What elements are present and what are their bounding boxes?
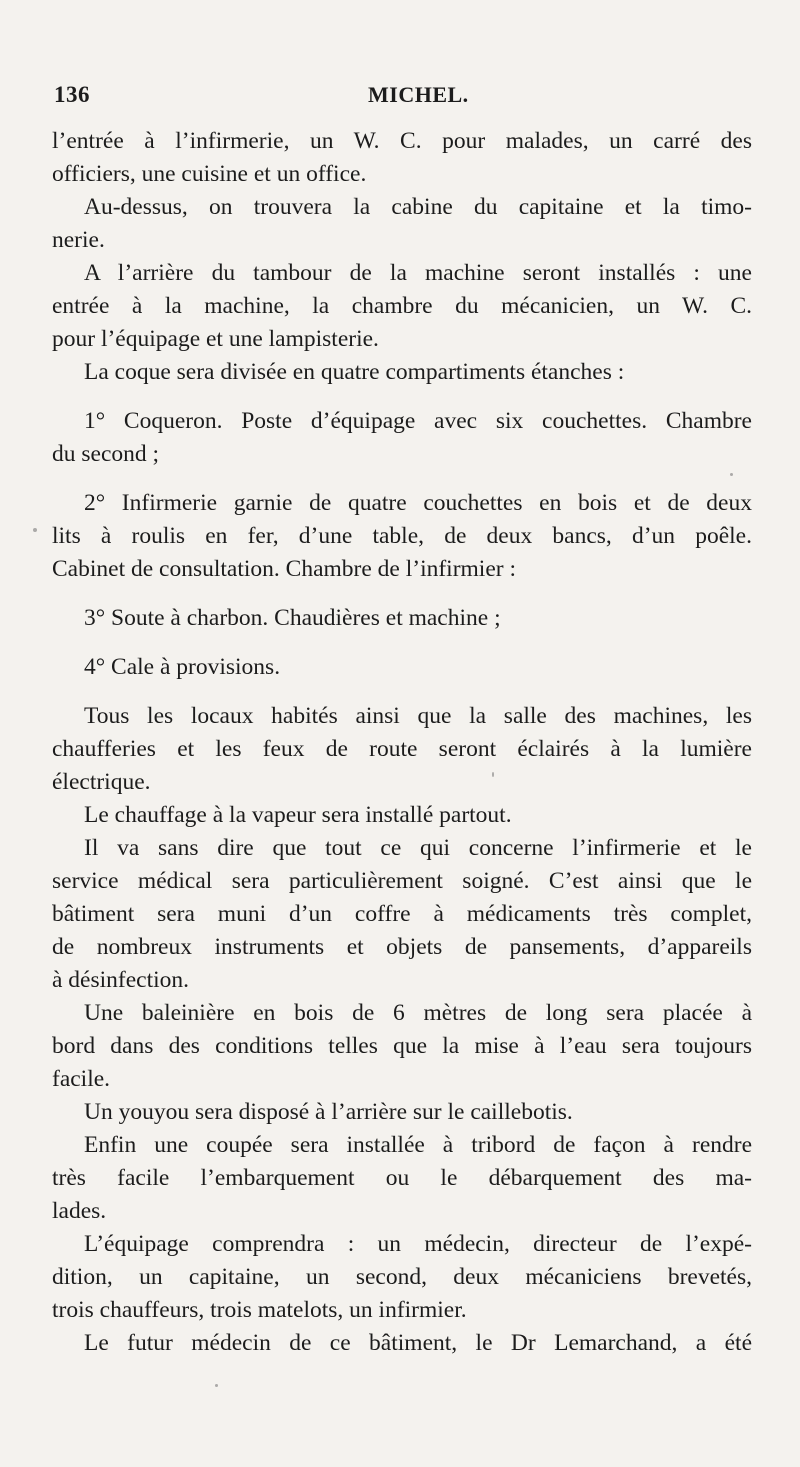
text-line: officiers, une cuisine et un office.	[52, 161, 367, 187]
running-head: MICHEL.	[368, 82, 469, 107]
scan-speck	[215, 1384, 218, 1387]
text-line: chaufferies et les feux de route seront éclairés à la lumière	[52, 736, 752, 762]
text-line: L’équipage comprendra : un médecin, directeur de l’expé-	[84, 1231, 752, 1257]
text-line: nerie.	[52, 227, 105, 253]
text-line: Le futur médecin de ce bâtiment, le Dr Lemarchand, a été	[84, 1330, 752, 1356]
scan-speck	[492, 772, 494, 777]
text-line: à désinfection.	[52, 967, 190, 993]
text-line: l’entrée à l’infirmerie, un W. C. pour malades, un carré des	[52, 128, 752, 154]
paragraph-gap	[52, 389, 752, 405]
text-line: 1° Coqueron. Poste d’équipage avec six couchettes. Chambre	[84, 408, 752, 434]
page-header	[50, 82, 755, 122]
text-line: lades.	[52, 1198, 107, 1224]
page-number: 136	[54, 82, 90, 107]
text-line: 2° Infirmerie garnie de quatre couchettes en bois et de deux	[84, 490, 752, 516]
text-line: bâtiment sera muni d’un coffre à médicaments très complet,	[52, 901, 752, 927]
text-line: du second ;	[52, 441, 160, 467]
text-line: Au-dessus, on trouvera la cabine du capitaine et la timo-	[84, 194, 752, 220]
text-line: lits à roulis en fer, d’une table, de deux bancs, d’un poêle.	[52, 523, 752, 549]
text-line: électrique.	[52, 769, 151, 795]
book-page	[50, 82, 755, 1442]
text-line: 3° Soute à charbon. Chaudières et machine ;	[84, 605, 501, 631]
text-line: entrée à la machine, la chambre du mécanicien, un W. C.	[52, 293, 752, 319]
text-line: La coque sera divisée en quatre compartiments étanches :	[84, 359, 625, 385]
paragraph-gap	[52, 586, 752, 602]
text-line: bord dans des conditions telles que la mise à l’eau sera toujours	[52, 1033, 752, 1059]
text-line: A l’arrière du tambour de la machine seront installés : une	[84, 260, 752, 286]
body-text	[52, 125, 752, 1360]
text-line: 4° Cale à provisions.	[84, 654, 281, 680]
text-line: pour l’équipage et une lampisterie.	[52, 326, 379, 352]
text-line: service médical sera particulièrement soigné. C’est ainsi que le	[52, 868, 752, 894]
text-line: très facile l’embarquement ou le débarquement des ma-	[52, 1165, 752, 1191]
text-line: Cabinet de consultation. Chambre de l’infirmier :	[52, 556, 516, 582]
text-line: Enfin une coupée sera installée à tribord de façon à rendre	[84, 1132, 752, 1158]
paragraph-gap	[52, 471, 752, 487]
paragraph-gap	[52, 684, 752, 700]
text-line: facile.	[52, 1066, 111, 1092]
text-line: Tous les locaux habités ainsi que la salle des machines, les	[84, 703, 752, 729]
text-line: Il va sans dire que tout ce qui concerne l’infirmerie et le	[84, 835, 752, 861]
scan-speck	[730, 473, 733, 476]
text-line: Le chauffage à la vapeur sera installé partout.	[84, 802, 512, 828]
text-line: trois chauffeurs, trois matelots, un infirmier.	[52, 1297, 467, 1323]
text-line: Un youyou sera disposé à l’arrière sur le caillebotis.	[84, 1099, 573, 1125]
text-line: Une baleinière en bois de 6 mètres de long sera placée à	[84, 1000, 752, 1026]
text-line: dition, un capitaine, un second, deux mécaniciens brevetés,	[52, 1264, 752, 1290]
paragraph-gap	[52, 635, 752, 651]
text-line: de nombreux instruments et objets de pansements, d’appareils	[52, 934, 752, 960]
scan-speck	[33, 528, 37, 532]
